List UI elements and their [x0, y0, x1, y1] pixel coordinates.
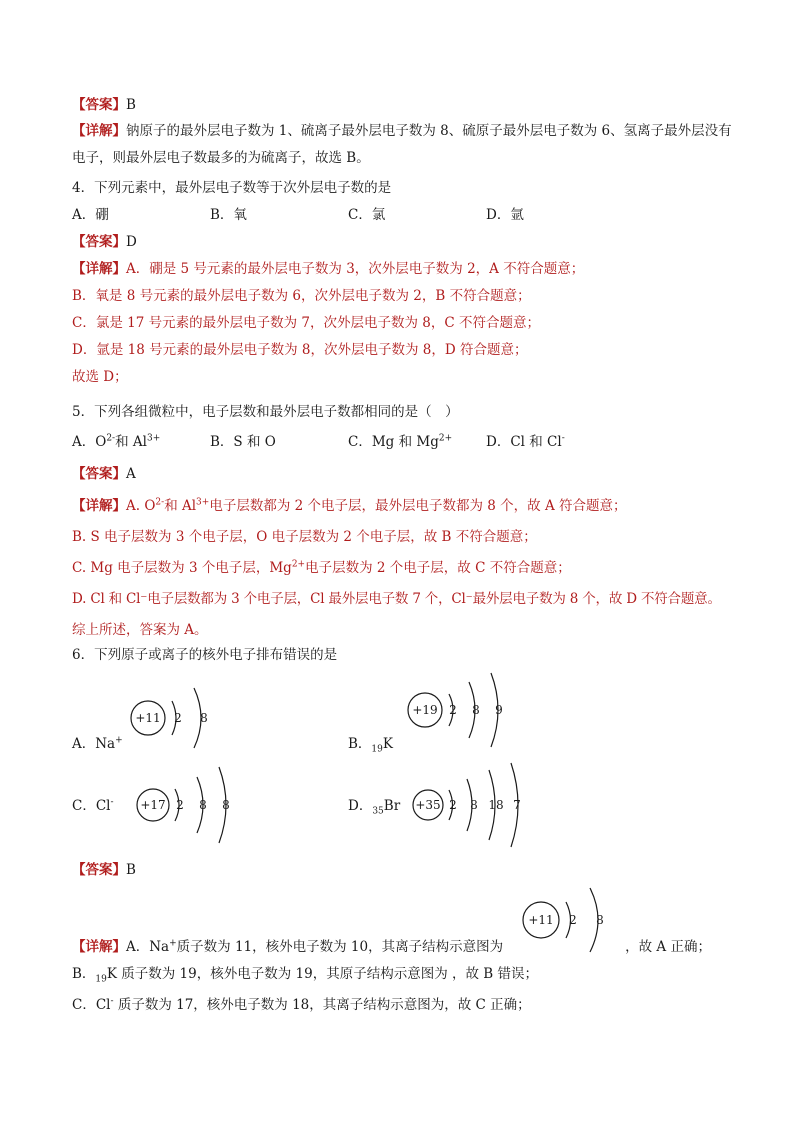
answer-tag: 【答案】 [72, 97, 126, 113]
answer-value: B [126, 862, 136, 878]
detail-tag: 【详解】 [72, 498, 126, 514]
q5-stem: 5．下列各组微粒中，电子层数和最外层电子数都相同的是（ ） [72, 404, 459, 420]
q5-detail-a: 【详解】A. $O^{2-}$和 $Al^{3+}$电子层数都为 2 个电子层，最外层电子数都为 8 个，故 A 符合题意； [72, 497, 627, 514]
q6-detail-c: C．Cl- 质子数为 17，核外电子数为 18，其离子结构示意图为，故 C 正确； [72, 996, 531, 1013]
q5-conclusion: 综上所述，答案为 A。 [72, 622, 208, 638]
q5-option-a: A．$O^{2-}$和 $Al^{3+}$ [72, 433, 161, 450]
shell-count: 2 [176, 798, 184, 812]
shell-count: 8 [472, 703, 480, 717]
q6-detail-a: 【详解】A．Na+质子数为 11，核外电子数为 10，其离子结构示意图为 ，故 A 正确； [72, 938, 711, 955]
answer-value: B [126, 97, 136, 113]
q4-detail-a [72, 259, 732, 279]
diagram-c [135, 765, 245, 845]
detail-tag: 【详解】 [72, 939, 126, 955]
q6-answer-line [72, 860, 732, 880]
nucleus-label: +19 [412, 703, 438, 717]
shell-count: 8 [222, 798, 230, 812]
q4-option-b: B．氧 [210, 207, 247, 223]
shell-count: 9 [495, 703, 503, 717]
shell-count: 2 [174, 711, 182, 725]
answer-value: A [126, 466, 136, 482]
shell-count: 8 [470, 798, 478, 812]
nucleus-label: +11 [135, 711, 161, 725]
answer-tag: 【答案】 [72, 466, 126, 482]
answer-value: D [126, 234, 137, 250]
q5-option-c: C．Mg 和 $Mg^{2+}$ [348, 433, 453, 450]
shell-count: 2 [449, 703, 457, 717]
q4-detail-conclusion: 故选 D； [72, 369, 128, 385]
answer-tag: 【答案】 [72, 234, 126, 250]
q4-stem: 4．下列元素中，最外层电子数等于次外层电子数的是 [72, 180, 392, 196]
q6-option-b-label: B．$_{19}$K [348, 736, 393, 755]
q5-option-d: D．Cl 和 Cl- [486, 433, 565, 450]
diagram-a [128, 683, 218, 753]
q4-answer-line [72, 232, 732, 252]
detail-tag: 【详解】 [72, 123, 126, 139]
shell-count: 8 [199, 798, 207, 812]
nucleus-label: +35 [415, 798, 441, 812]
diagram-d [411, 762, 531, 848]
shell-count: 7 [513, 798, 521, 812]
q4-detail-c: C．氯是 17 号元素的最外层电子数为 7，次外层电子数为 8，C 不符合题意； [72, 315, 540, 331]
shell-count: 2 [569, 913, 577, 927]
q4-option-a: A．硼 [72, 207, 109, 223]
q6-option-c-label: C．Cl- [72, 797, 114, 814]
detail-text: 钠原子的最外层电子数为 1、硫离子最外层电子数为 8、硫原子最外层电子数为 6、氢离子最外层没有电子，则最外层电子数最多的为硫离子，故选 B。 [72, 123, 732, 166]
q6-option-d-label: D．$_{35}$Br [348, 798, 401, 817]
q3-answer-line [72, 95, 732, 115]
q5-detail-b: B. S 电子层数为 3 个电子层，O 电子层数为 2 个电子层，故 B 不符合题意； [72, 529, 537, 545]
q5-answer-line [72, 464, 732, 484]
q4-option-c: C．氯 [348, 207, 386, 223]
q4-detail-b: B．氧是 8 号元素的最外层电子数为 6，次外层电子数为 2，B 不符合题意； [72, 288, 531, 304]
q6-detail-b: B．$_{19}$K 质子数为 19，核外电子数为 19，其原子结构示意图为 ，故 B 错误； [72, 966, 538, 985]
q4-detail-d: D．氩是 18 号元素的最外层电子数为 8，次外层电子数为 8，D 符合题意； [72, 342, 528, 358]
q4-option-d: D．氩 [486, 207, 524, 223]
shell-count: 2 [449, 798, 457, 812]
q6-stem: 6．下列原子或离子的核外电子排布错误的是 [72, 647, 338, 663]
q5-option-b: B．S 和 O [210, 434, 276, 450]
q6-option-a-label: A．Na+ [72, 735, 123, 752]
shell-count: 8 [200, 711, 208, 725]
nucleus-label: +11 [528, 913, 554, 927]
answer-tag: 【答案】 [72, 862, 126, 878]
diagram-b [405, 670, 515, 750]
shell-count: 18 [488, 798, 504, 812]
nucleus-label: +17 [140, 798, 166, 812]
q5-detail-c: C. Mg 电子层数为 3 个电子层，$Mg^{2+}$电子层数为 2 个电子层，故 C 不符合题意； [72, 559, 571, 576]
shell-count: 8 [596, 913, 604, 927]
q5-detail-d: D. Cl 和 Cl⁻电子层数都为 3 个电子层，Cl 最外层电子数 7 个，Cl⁻最外层电子数为 8 个，故 D 不符合题意。 [72, 591, 721, 607]
detail-tag: 【详解】 [72, 261, 126, 277]
detail-text: A．硼是 5 号元素的最外层电子数为 3，次外层电子数为 2，A 不符合题意； [126, 261, 585, 277]
q3-detail [72, 118, 732, 172]
